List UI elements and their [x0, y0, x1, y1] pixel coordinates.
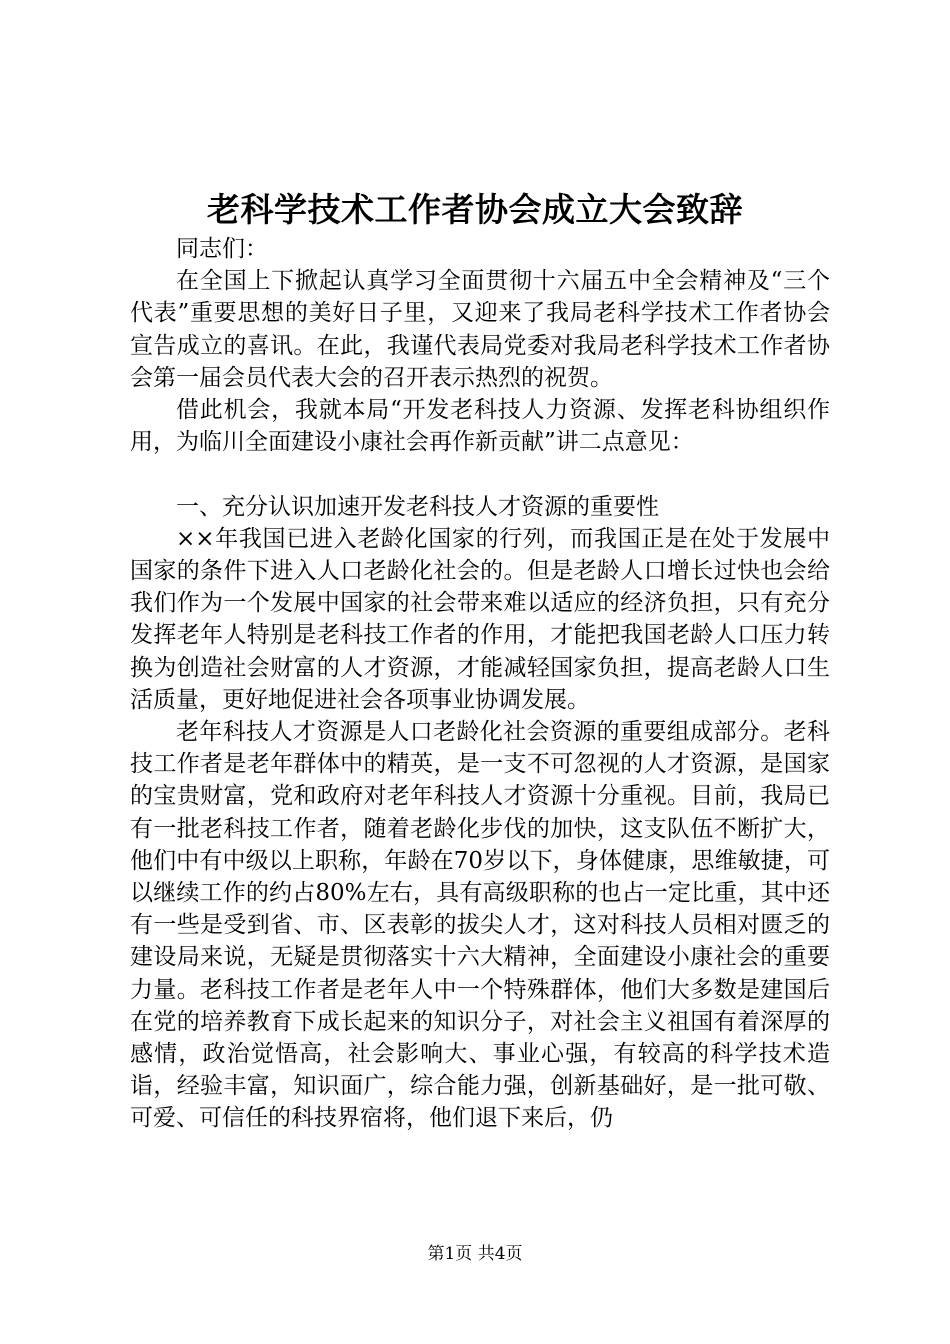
document-body [130, 233, 830, 1135]
salutation: 同志们： [176, 236, 268, 262]
paragraph-opinions: 借此机会，我就本局“开发老科技人力资源、发挥老科协组织作用，为临川全面建设小康社会再作新贡献”讲二点意见： [130, 397, 830, 456]
paragraph-talent: 老年科技人才资源是人口老龄化社会资源的重要组成部分。老科技工作者是老年群体中的精英，是一支不可忽视的人才资源，是国家的宝贵财富，党和政府对老年科技人才资源十分重视。目前，我局已有一批老科技工作者，随着老龄化步伐的加快，这支队伍不断扩大，他们中有中级以上职称，年龄在70岁以下，身体健康，思维敏捷，可以继续工作的约占80%左右，具有高级职称的也占一定比重，其中还有一些是受到省、市、区表彰的拔尖人才，这对科技人员相对匮乏的建设局来说，无疑是贯彻落实十六大精神，全面建设小康社会的重要力量。老科技工作者是老年人中一个特殊群体，他们大多数是建国后在党的培养教育下成长起来的知识分子，对社会主义祖国有着深厚的感情，政治觉悟高，社会影响大、事业心强，有较高的科学技术造诣，经验丰富，知识面广，综合能力强，创新基础好，是一批可敬、可爱、可信任的科技界宿将，他们退下来后，仍 [130, 719, 830, 1132]
document-title: 老科学技术工作者协会成立大会致辞 [207, 190, 743, 229]
paragraph-intro: 在全国上下掀起认真学习全面贯彻十六届五中全会精神及“三个代表”重要思想的美好日子里，又迎来了我局老科学技术工作者协会宣告成立的喜讯。在此，我谨代表局党委对我局老科学技术工作者协会第一届会员代表大会的召开表示热烈的祝贺。 [130, 268, 830, 391]
paragraph-aging: ××年我国已进入老龄化国家的行列，而我国正是在处于发展中国家的条件下进入人口老龄化社会的。但是老龄人口增长过快也会给我们作为一个发展中国家的社会带来难以适应的经济负担，只有充分发挥老年人特别是老科技工作者的作用，才能把我国老龄人口压力转换为创造社会财富的人才资源，才能减轻国家负担，提高老龄人口生活质量，更好地促进社会各项事业协调发展。 [130, 525, 830, 713]
section-heading-1: 一、充分认识加速开发老科技人才资源的重要性 [176, 493, 659, 520]
page-indicator: 第1页 共4页 [427, 1244, 523, 1264]
